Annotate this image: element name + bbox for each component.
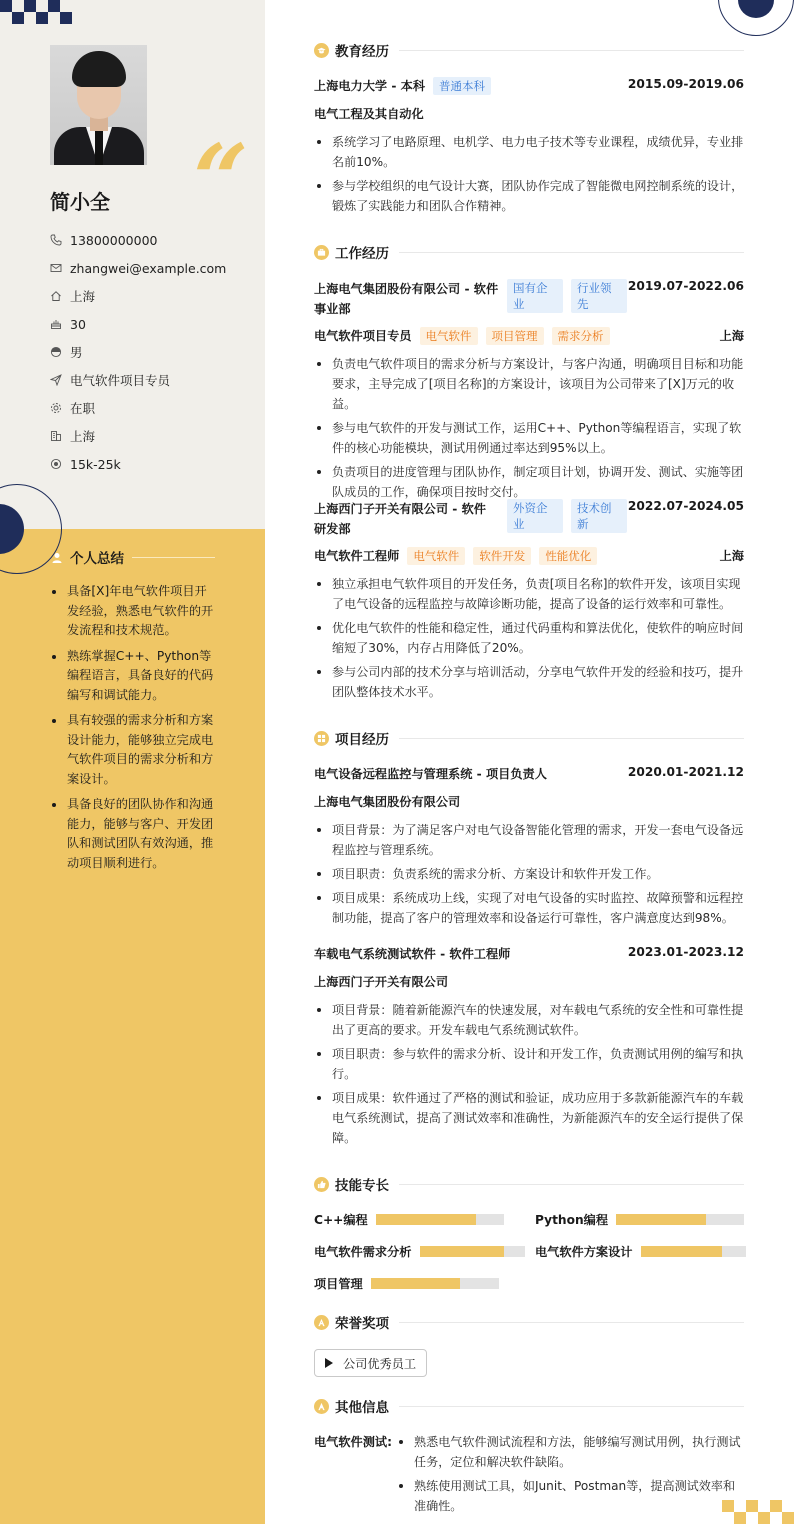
thumbs-up-icon [314, 1177, 329, 1192]
skill-item [535, 1211, 744, 1228]
projects-header [314, 727, 744, 749]
grid-icon [314, 731, 329, 746]
skill-bar-fill [641, 1246, 723, 1257]
list-item: 参与公司内部的技术分享与培训活动，分享电气软件开发的经验和技巧，提升团队整体技术水平。 [314, 662, 744, 702]
summary-divider [132, 557, 215, 558]
job-city: 上海 [719, 329, 744, 343]
list-item: 项目成果：系统成功上线，实现了对电气设备的实时监控、故障预警和远程控制功能，提高了客户的管理效率和设备运行可靠性，客户满意度达到98%。 [314, 888, 744, 928]
projects-title: 项目经历 [335, 732, 389, 748]
info-location [50, 282, 250, 310]
job-duties-list [314, 574, 744, 706]
project-company-row [314, 793, 744, 810]
summary-header [50, 546, 215, 568]
list-item: 项目职责：参与软件的需求分析、设计和开发工作，负责测试用例的编写和执行。 [314, 1044, 744, 1084]
skill-name: C++编程 [314, 1213, 368, 1227]
job-date: 2019.07-2022.06 [627, 279, 744, 293]
company-name: 上海西门子开关有限公司 - 软件 研发部 [314, 502, 486, 536]
list-item: 项目背景：为了满足客户对电气设备智能化管理的需求，开发一套电气设备远程监控与管理系统。 [314, 820, 744, 860]
sidebar [0, 0, 265, 1524]
list-item: 具有较强的需求分析和方案设计能力，能够独立完成电气软件项目的需求分析和方案设计。 [50, 711, 218, 789]
skill-bar [616, 1214, 744, 1225]
list-item: 具备良好的团队协作和沟通能力，能够与客户、开发团队和测试团队有效沟通，推动项目顺利进行。 [50, 795, 218, 873]
skill-item [314, 1211, 504, 1228]
skill-tag: 项目管理 [486, 327, 544, 345]
skills-title: 技能专长 [335, 1178, 389, 1194]
cake-icon [50, 318, 62, 330]
phone-value: 13800000000 [70, 232, 158, 248]
school-name: 上海电力大学 - 本科 [314, 79, 426, 93]
position-value: 电气软件项目专员 [70, 373, 171, 388]
info-salary [50, 450, 250, 478]
list-item: 熟练使用测试工具，如Junit、Postman等，提高测试效率和准确性。 [396, 1476, 744, 1516]
summary-list [50, 582, 218, 879]
info-work-city [50, 422, 250, 450]
list-item: 具备[X]年电气软件项目开发经验，熟悉电气软件的开发流程和技术规范。 [50, 582, 218, 641]
status-value: 在职 [70, 401, 96, 416]
letter-a-icon [314, 1399, 329, 1414]
education-list [314, 132, 744, 220]
education-header [314, 39, 744, 61]
project-name: 车载电气系统测试软件 - 软件工程师 [314, 947, 511, 961]
user-icon [50, 550, 64, 564]
list-item: 系统学习了电路原理、电机学、电力电子技术等专业课程，成绩优异，专业排名前10%。 [314, 132, 744, 172]
education-title: 教育经历 [335, 44, 389, 60]
skill-bar [420, 1246, 525, 1257]
age-value: 30 [70, 316, 86, 332]
skill-item [314, 1275, 499, 1292]
project-details-list [314, 820, 744, 932]
job-row [314, 279, 744, 319]
company-tag: 外资企 业 [507, 499, 563, 533]
info-email [50, 254, 250, 282]
gender-icon [50, 346, 62, 358]
section-divider [399, 50, 744, 51]
section-divider [399, 738, 744, 739]
skill-bar [371, 1278, 499, 1289]
gender-value: 男 [70, 345, 83, 360]
project-company: 上海西门子开关有限公司 [314, 975, 449, 989]
section-divider [399, 1406, 744, 1407]
other-info-block [314, 1432, 744, 1520]
list-item: 项目职责：负责系统的需求分析、方案设计和软件开发工作。 [314, 864, 744, 884]
skill-tag: 需求分析 [552, 327, 610, 345]
skill-bar-fill [376, 1214, 476, 1225]
project-row [314, 945, 744, 962]
company-tag: 技术创 新 [571, 499, 627, 533]
project-date: 2023.01-2023.12 [627, 945, 744, 959]
mail-icon [50, 262, 62, 274]
skill-name: 电气软件方案设计 [535, 1245, 633, 1259]
education-date: 2015.09-2019.06 [627, 77, 744, 91]
location-value: 上海 [70, 289, 96, 304]
list-item: 负责电气软件项目的需求分析与方案设计，与客户沟通，明确项目目标和功能要求，主导完成了[项目名称]的方案设计，该项目为公司带来了[X]万元的收益。 [314, 354, 744, 414]
info-phone [50, 226, 250, 254]
checker-decoration [0, 0, 75, 24]
list-item: 独立承担电气软件项目的开发任务，负责[项目名称]的软件开发，该项目实现了电气设备的远程监控与故障诊断功能，提高了设备的运行效率和可靠性。 [314, 574, 744, 614]
company-tag: 行业领 先 [571, 279, 627, 313]
info-gender [50, 338, 250, 366]
list-item: 熟悉电气软件测试流程和方法，能够编写测试用例，执行测试任务，定位和解决软件缺陷。 [396, 1432, 744, 1472]
contact-info-list [50, 226, 250, 478]
project-company: 上海电气集团股份有限公司 [314, 795, 461, 809]
skill-name: 项目管理 [314, 1277, 363, 1291]
section-divider [399, 1184, 744, 1185]
skill-bar-fill [616, 1214, 706, 1225]
other-list [396, 1432, 744, 1520]
job-role: 电气软件工程师 [314, 549, 400, 563]
skill-bar-fill [371, 1278, 461, 1289]
skill-item [535, 1243, 746, 1260]
honors-title: 荣誉奖项 [335, 1316, 389, 1332]
role-row [314, 327, 744, 345]
gear-icon [50, 402, 62, 414]
candidate-name: 简小全 [50, 190, 110, 214]
other-header [314, 1395, 744, 1417]
summary-title: 个人总结 [70, 551, 124, 567]
job-row [314, 499, 744, 539]
skill-tag: 电气软件 [420, 327, 478, 345]
graduation-cap-icon [314, 43, 329, 58]
education-row [314, 77, 744, 95]
skill-bar [641, 1246, 746, 1257]
project-date: 2020.01-2021.12 [627, 765, 744, 779]
work-header [314, 241, 744, 263]
list-item: 熟练掌握C++、Python等编程语言，具备良好的代码编写和调试能力。 [50, 647, 218, 706]
coin-icon [50, 458, 62, 470]
list-item: 项目背景：随着新能源汽车的快速发展，对车载电气系统的安全性和可靠性提出了更高的要求。开发车载电气系统测试软件。 [314, 1000, 744, 1040]
list-item: 参与电气软件的开发与测试工作，运用C++、Python等编程语言，实现了软件的核心功能模块，测试用例通过率达到95%以上。 [314, 418, 744, 458]
info-position [50, 366, 250, 394]
skill-bar [376, 1214, 504, 1225]
other-label: 电气软件测试: [314, 1435, 392, 1449]
info-age [50, 310, 250, 338]
briefcase-icon [314, 245, 329, 260]
skill-tag: 电气软件 [407, 547, 465, 565]
list-item: 参与学校组织的电气设计大赛，团队协作完成了智能微电网控制系统的设计，锻炼了实践能力和团队合作精神。 [314, 176, 744, 216]
skills-header [314, 1173, 744, 1195]
award-icon [314, 1315, 329, 1330]
company-tag: 国有企 业 [507, 279, 563, 313]
skill-bar-fill [420, 1246, 504, 1257]
building-icon [50, 430, 62, 442]
project-name: 电气设备远程监控与管理系统 - 项目负责人 [314, 767, 547, 781]
list-item: 优化电气软件的性能和稳定性，通过代码重构和算法优化，使软件的响应时间缩短了30%，内存占用降低了20%。 [314, 618, 744, 658]
company-name: 上海电气集团股份有限公司 - 软件 事业部 [314, 282, 499, 316]
major-row [314, 105, 744, 122]
work-city-value: 上海 [70, 429, 96, 444]
salary-value: 15k-25k [70, 456, 121, 472]
project-details-list [314, 1000, 744, 1152]
other-title: 其他信息 [335, 1400, 389, 1416]
info-status [50, 394, 250, 422]
award-name: 公司优秀员工 [343, 1356, 417, 1371]
job-date: 2022.07-2024.05 [627, 499, 744, 513]
skill-name: 电气软件需求分析 [314, 1245, 412, 1259]
job-duties-list [314, 354, 744, 506]
job-city: 上海 [719, 549, 744, 563]
play-icon [325, 1358, 333, 1368]
send-icon [50, 374, 62, 386]
email-value: zhangwei@example.com [70, 260, 227, 276]
phone-icon [50, 234, 62, 246]
avatar [50, 45, 147, 165]
skill-item [314, 1243, 525, 1260]
section-divider [399, 252, 744, 253]
work-title: 工作经历 [335, 246, 389, 262]
list-item: 负责项目的进度管理与团队协作，制定项目计划，协调开发、测试、实施等团队成员的工作，确保项目按时交付。 [314, 462, 744, 502]
job-role: 电气软件项目专员 [314, 329, 412, 343]
project-row [314, 765, 744, 782]
skill-name: Python编程 [535, 1213, 609, 1227]
major-name: 电气工程及其自动化 [314, 107, 424, 121]
list-item: 项目成果：软件通过了严格的测试和验证，成功应用于多款新能源汽车的车载电气系统测试，提高了测试效率和准确性，为新能源汽车的安全运行提供了保障。 [314, 1088, 744, 1148]
project-company-row [314, 973, 744, 990]
section-divider [399, 1322, 744, 1323]
award-chip [314, 1349, 427, 1377]
quote-mark-icon: “ [176, 123, 256, 236]
role-row [314, 547, 744, 565]
education-tag: 普通本科 [433, 77, 491, 95]
skill-tag: 软件开发 [473, 547, 531, 565]
honors-header [314, 1311, 744, 1333]
home-icon [50, 290, 62, 302]
skill-tag: 性能优化 [539, 547, 597, 565]
